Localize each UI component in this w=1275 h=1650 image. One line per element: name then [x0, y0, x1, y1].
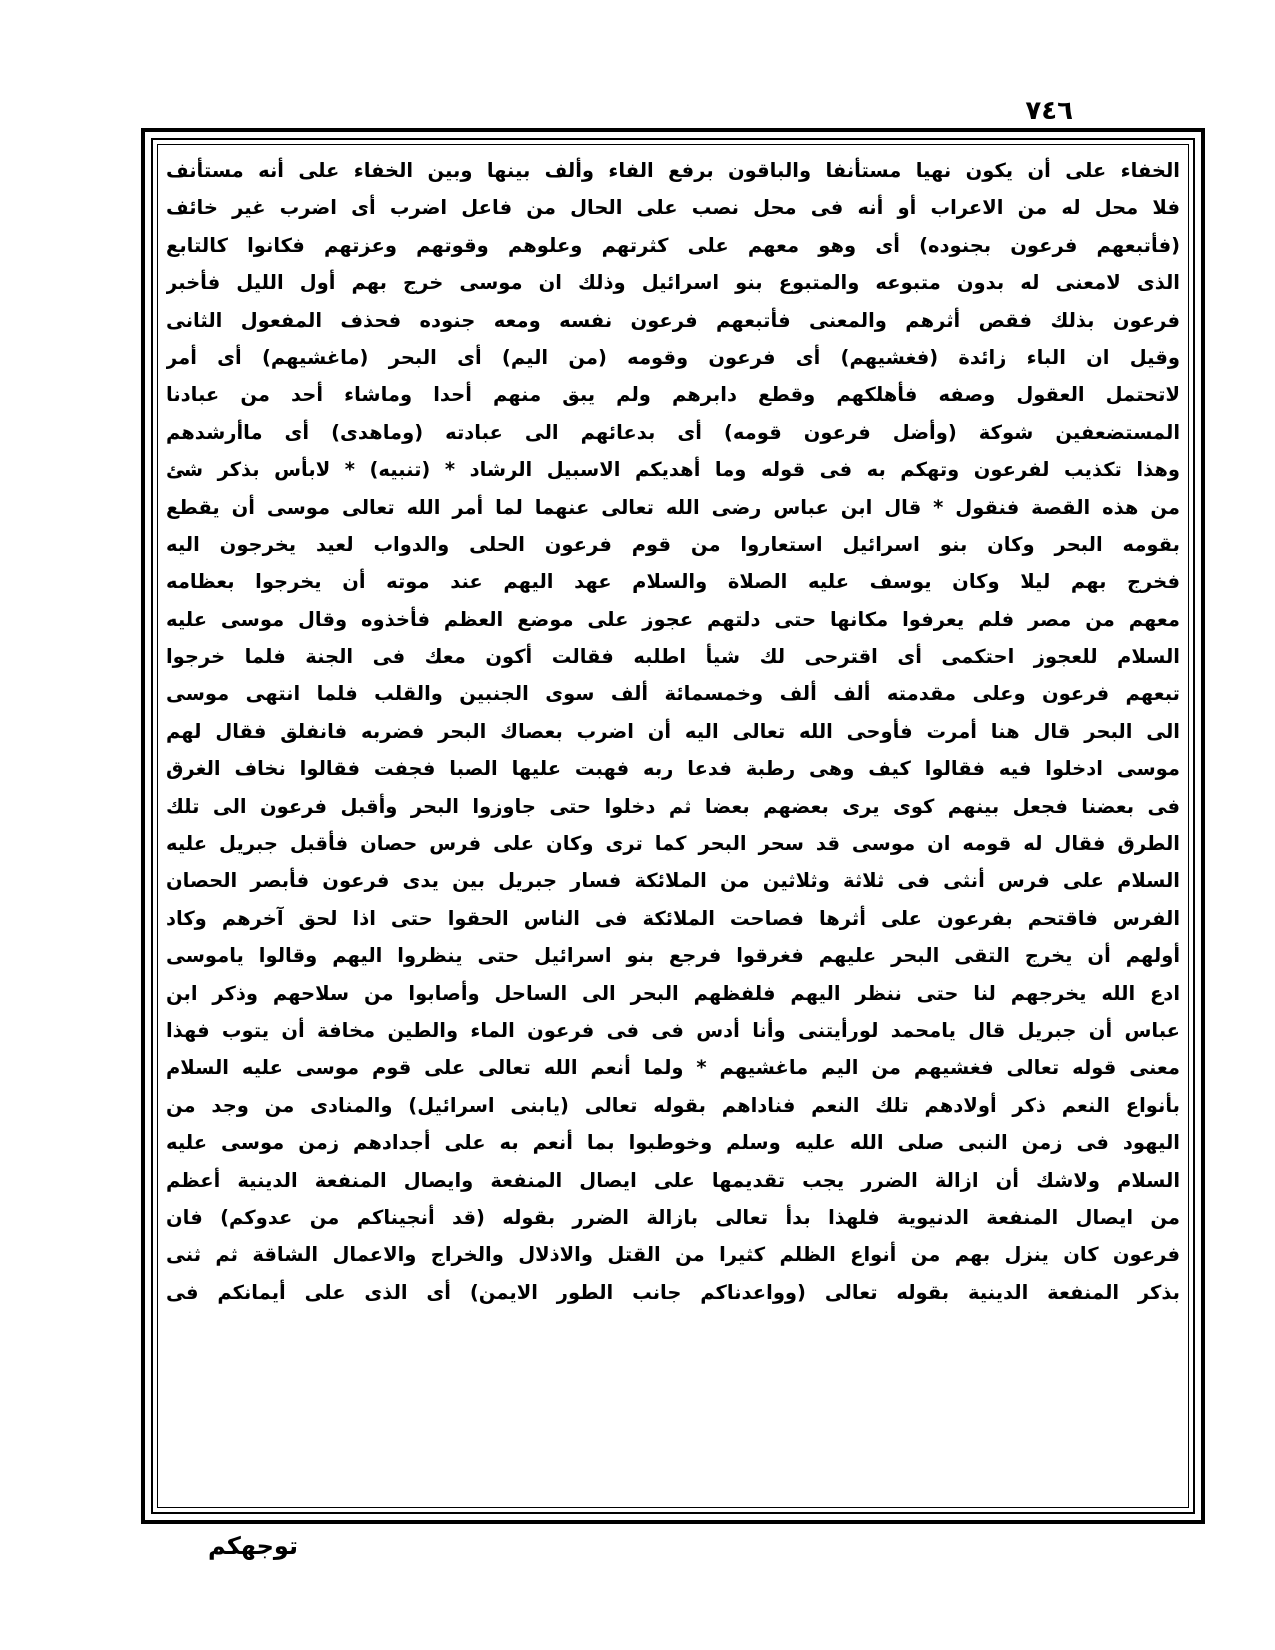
text-line: عباس أن جبريل قال يامحمد لورأيتنى وأنا أدس فى فى فرعون الماء والطين مخافة أن يتوب فهذا	[166, 1018, 1180, 1042]
text-line: فرعون بذلك فقص أثرهم والمعنى فأتبعهم فرعون نفسه ومعه جنوده فحذف المفعول الثانى	[166, 308, 1180, 332]
text-line: وهذا تكذيب لفرعون وتهكم به فى قوله وما أهديكم الاسبيل الرشاد * (تنبيه) * لابأس بذكر شئ	[166, 458, 1180, 482]
catchword: توجهكم	[208, 1532, 298, 1560]
text-line: أولهم أن يخرج التقى البحر عليهم فغرقوا فرجع بنو اسرائيل حتى ينظروا اليهم وقالوا ياموسى	[166, 944, 1180, 968]
text-line: بذكر المنفعة الدينية بقوله تعالى (وواعدناكم جانب الطور الايمن) أى الذى على أيمانكم فى	[166, 1280, 1180, 1304]
page-number: ٧٤٦	[1025, 96, 1073, 126]
text-line: الفرس فاقتحم بفرعون على أثرها فصاحت الملائكة فى الناس الحقوا حتى اذا لحق آخرهم وكاد	[166, 906, 1180, 930]
text-line: اليهود فى زمن النبى صلى الله عليه وسلم وخوطبوا بما أنعم به على أجدادهم زمن موسى عليه	[166, 1131, 1180, 1155]
text-line: ادع الله يخرجهم لنا حتى ننظر اليهم فلفظهم البحر الى الساحل وأصابوا من سلاحهم وذكر ابن	[166, 981, 1180, 1005]
text-line: معهم من مصر فلم يعرفوا مكانها حتى دلتهم عجوز على موضع العظم فأخذوه وقال موسى عليه	[166, 607, 1180, 631]
text-line: الخفاء على أن يكون نهيا مستأنفا والباقون برفع الفاء وألف بينها وبين الخفاء على أنه مستأنف	[166, 159, 1180, 182]
text-line: بقومه البحر وكان بنو اسرائيل استعاروا من قوم فرعون الحلى والدواب لعيد يخرجون اليه	[166, 532, 1180, 556]
text-line: فلا محل له من الاعراب أو أنه فى محل نصب على الحال من فاعل اضرب أى اضرب غير خائف	[166, 196, 1180, 220]
text-line: الطرق فقال له قومه ان موسى قد سحر البحر كما ترى وكان على فرس حصان فأقبل جبريل عليه	[166, 832, 1180, 856]
main-text-block	[166, 152, 1180, 1500]
text-line: المستضعفين شوكة (وأضل فرعون قومه) أى بدعائهم الى عبادته (وماهدى) أى ماأرشدهم	[166, 420, 1180, 444]
text-line: السلام للعجوز احتكمى أى اقترحى لك شيأ اطلبه فقالت أكون معك فى الجنة فلما خرجوا	[166, 645, 1180, 669]
text-line: فى بعضنا فجعل بينهم كوى يرى بعضهم بعضا ثم دخلوا حتى جاوزوا البحر وأقبل فرعون الى تلك	[166, 794, 1180, 818]
text-line: لاتحتمل العقول وصفه فأهلكهم وقطع دابرهم ولم يبق منهم أحدا وماشاء أحد من عبادنا	[166, 383, 1180, 407]
text-line: فخرج بهم ليلا وكان يوسف عليه الصلاة والسلام عهد اليهم عند موته أن يخرجوا بعظامه	[166, 570, 1180, 594]
text-line: فرعون كان ينزل بهم من أنواع الظلم كثيرا من القتل والاذلال والخراج والاعمال الشاقة ثم ثنى	[166, 1243, 1180, 1267]
text-line: من ايصال المنفعة الدنيوية فلهذا بدأ تعالى بازالة الضرر بقوله (قد أنجيناكم من عدوكم) فان	[166, 1205, 1180, 1229]
text-line: وقيل ان الباء زائدة (فغشيهم) أى فرعون وقومه (من اليم) أى البحر (ماغشيهم) أى أمر	[166, 345, 1180, 369]
text-line: السلام على فرس أنثى فى ثلاثة وثلاثين من الملائكة فسار جبريل بين يدى فرعون فأبصر الحصان	[166, 869, 1180, 893]
text-line: من هذه القصة فنقول * قال ابن عباس رضى الله تعالى عنهما لما أمر الله تعالى موسى أن يقطع	[166, 495, 1180, 519]
text-line: الذى لامعنى له بدون متبوعه والمتبوع بنو اسرائيل وذلك ان موسى خرج بهم أول الليل فأخبر	[166, 271, 1180, 295]
text-line: (فأتبعهم فرعون بجنوده) أى وهو معهم على كثرتهم وعلوهم وقوتهم وعزتهم فكانوا كالتابع	[166, 233, 1180, 257]
text-line: موسى ادخلوا فيه فقالوا كيف وهى رطبة فدعا ربه فهبت عليها الصبا فجفت فقالوا نخاف الغرق	[166, 757, 1180, 781]
text-line: السلام ولاشك أن ازالة الضرر يجب تقديمها على ايصال المنفعة وايصال المنفعة الدينية أعظم	[166, 1168, 1180, 1192]
text-line: تبعهم فرعون وعلى مقدمته ألف ألف وخمسمائة ألف سوى الجنبين والقلب فلما انتهى موسى	[166, 682, 1180, 706]
text-line: بأنواع النعم ذكر أولادهم تلك النعم فناداهم بقوله تعالى (يابنى اسرائيل) والمنادى من وجد من	[166, 1093, 1180, 1117]
text-line: الى البحر قال هنا أمرت فأوحى الله تعالى اليه أن اضرب بعصاك البحر فضربه فانفلق فقال لهم	[166, 719, 1180, 743]
text-line: معنى قوله تعالى فغشيهم من اليم ماغشيهم * ولما أنعم الله تعالى على قوم موسى عليه السلام	[166, 1056, 1180, 1080]
